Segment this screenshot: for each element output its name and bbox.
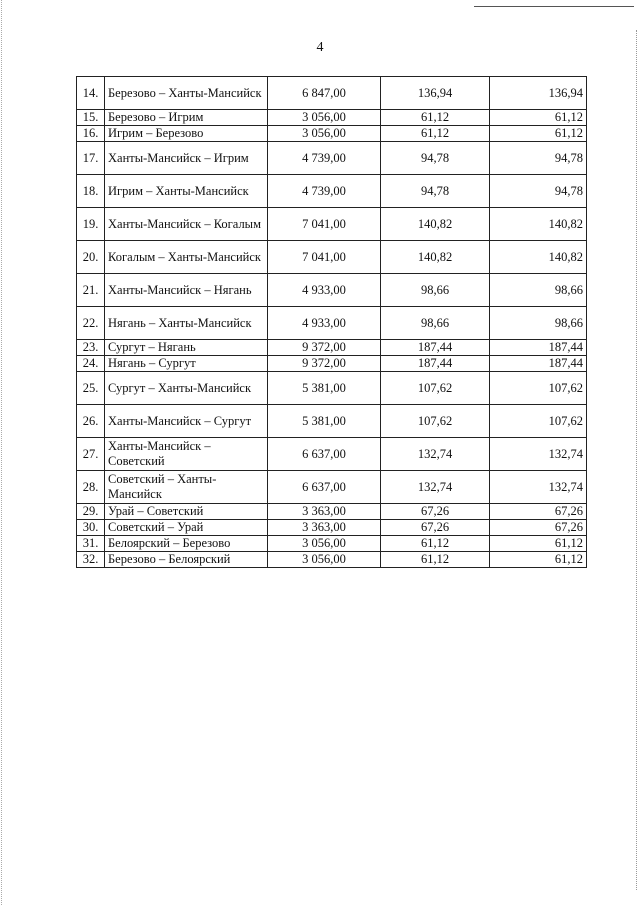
route-name: Ханты-Мансийск – Сургут (105, 405, 268, 438)
price-per-unit-alt: 67,26 (490, 504, 587, 520)
price-total: 3 056,00 (268, 110, 381, 126)
price-total: 4 933,00 (268, 274, 381, 307)
price-per-unit-alt: 140,82 (490, 208, 587, 241)
route-name: Березово – Ханты-Мансийск (105, 77, 268, 110)
price-per-unit: 132,74 (381, 471, 490, 504)
price-per-unit-alt: 61,12 (490, 536, 587, 552)
price-per-unit-alt: 61,12 (490, 110, 587, 126)
price-per-unit-alt: 132,74 (490, 438, 587, 471)
row-number: 17. (77, 142, 105, 175)
price-total: 6 637,00 (268, 471, 381, 504)
price-total: 3 056,00 (268, 536, 381, 552)
price-per-unit-alt: 107,62 (490, 372, 587, 405)
price-per-unit: 61,12 (381, 536, 490, 552)
price-per-unit-alt: 98,66 (490, 274, 587, 307)
price-per-unit: 132,74 (381, 438, 490, 471)
table-row (77, 372, 587, 405)
row-number: 23. (77, 340, 105, 356)
route-name: Игрим – Березово (105, 126, 268, 142)
price-total: 7 041,00 (268, 241, 381, 274)
price-per-unit: 187,44 (381, 356, 490, 372)
table-row (77, 307, 587, 340)
route-name: Ханты-Мансийск – Советский (105, 438, 268, 471)
price-per-unit-alt: 98,66 (490, 307, 587, 340)
price-total: 5 381,00 (268, 372, 381, 405)
table-row (77, 208, 587, 241)
price-per-unit: 98,66 (381, 274, 490, 307)
table-row (77, 438, 587, 471)
table-row (77, 126, 587, 142)
price-per-unit: 67,26 (381, 520, 490, 536)
price-per-unit-alt: 140,82 (490, 241, 587, 274)
price-per-unit-alt: 107,62 (490, 405, 587, 438)
row-number: 27. (77, 438, 105, 471)
route-name: Ханты-Мансийск – Когалым (105, 208, 268, 241)
price-per-unit: 98,66 (381, 307, 490, 340)
table-row (77, 241, 587, 274)
row-number: 24. (77, 356, 105, 372)
price-per-unit: 61,12 (381, 552, 490, 568)
row-number: 16. (77, 126, 105, 142)
price-total: 6 637,00 (268, 438, 381, 471)
price-per-unit: 140,82 (381, 208, 490, 241)
route-name: Сургут – Нягань (105, 340, 268, 356)
scan-edge-right (636, 30, 637, 890)
route-name: Ханты-Мансийск – Игрим (105, 142, 268, 175)
table-row (77, 471, 587, 504)
row-number: 19. (77, 208, 105, 241)
route-name: Советский – Ханты-Мансийск (105, 471, 268, 504)
price-per-unit-alt: 132,74 (490, 471, 587, 504)
routes-table (76, 76, 587, 568)
table-row (77, 77, 587, 110)
price-per-unit-alt: 187,44 (490, 356, 587, 372)
price-per-unit: 61,12 (381, 126, 490, 142)
price-total: 6 847,00 (268, 77, 381, 110)
table-row (77, 552, 587, 568)
route-name: Березово – Игрим (105, 110, 268, 126)
price-total: 9 372,00 (268, 356, 381, 372)
route-name: Когалым – Ханты-Мансийск (105, 241, 268, 274)
row-number: 25. (77, 372, 105, 405)
price-per-unit: 94,78 (381, 175, 490, 208)
table-row (77, 142, 587, 175)
route-name: Нягань – Сургут (105, 356, 268, 372)
row-number: 30. (77, 520, 105, 536)
table-row (77, 175, 587, 208)
row-number: 31. (77, 536, 105, 552)
table-row (77, 536, 587, 552)
price-per-unit: 94,78 (381, 142, 490, 175)
table-row (77, 340, 587, 356)
row-number: 22. (77, 307, 105, 340)
price-total: 5 381,00 (268, 405, 381, 438)
price-total: 4 933,00 (268, 307, 381, 340)
page-number: 4 (316, 40, 324, 55)
price-per-unit: 140,82 (381, 241, 490, 274)
row-number: 14. (77, 77, 105, 110)
row-number: 29. (77, 504, 105, 520)
price-per-unit-alt: 61,12 (490, 126, 587, 142)
price-per-unit: 107,62 (381, 405, 490, 438)
route-name: Урай – Советский (105, 504, 268, 520)
price-per-unit: 136,94 (381, 77, 490, 110)
route-name: Нягань – Ханты-Мансийск (105, 307, 268, 340)
route-name: Ханты-Мансийск – Нягань (105, 274, 268, 307)
price-per-unit: 67,26 (381, 504, 490, 520)
price-total: 3 056,00 (268, 126, 381, 142)
price-per-unit: 187,44 (381, 340, 490, 356)
price-per-unit-alt: 61,12 (490, 552, 587, 568)
header-rule (474, 6, 634, 7)
route-name: Игрим – Ханты-Мансийск (105, 175, 268, 208)
routes-table-body (77, 77, 587, 568)
price-total: 4 739,00 (268, 175, 381, 208)
table-row (77, 520, 587, 536)
price-per-unit-alt: 94,78 (490, 142, 587, 175)
price-per-unit-alt: 94,78 (490, 175, 587, 208)
route-name: Сургут – Ханты-Мансийск (105, 372, 268, 405)
table-row (77, 110, 587, 126)
price-total: 7 041,00 (268, 208, 381, 241)
price-per-unit: 107,62 (381, 372, 490, 405)
price-per-unit: 61,12 (381, 110, 490, 126)
table-row (77, 504, 587, 520)
price-per-unit-alt: 187,44 (490, 340, 587, 356)
row-number: 28. (77, 471, 105, 504)
route-name: Белоярский – Березово (105, 536, 268, 552)
price-total: 3 056,00 (268, 552, 381, 568)
price-total: 4 739,00 (268, 142, 381, 175)
row-number: 15. (77, 110, 105, 126)
table-row (77, 274, 587, 307)
row-number: 21. (77, 274, 105, 307)
price-total: 3 363,00 (268, 520, 381, 536)
price-per-unit-alt: 67,26 (490, 520, 587, 536)
table-row (77, 356, 587, 372)
price-per-unit-alt: 136,94 (490, 77, 587, 110)
table-row (77, 405, 587, 438)
price-total: 3 363,00 (268, 504, 381, 520)
row-number: 20. (77, 241, 105, 274)
row-number: 18. (77, 175, 105, 208)
row-number: 32. (77, 552, 105, 568)
route-name: Советский – Урай (105, 520, 268, 536)
price-total: 9 372,00 (268, 340, 381, 356)
row-number: 26. (77, 405, 105, 438)
route-name: Березово – Белоярский (105, 552, 268, 568)
scan-edge-left (1, 0, 2, 905)
